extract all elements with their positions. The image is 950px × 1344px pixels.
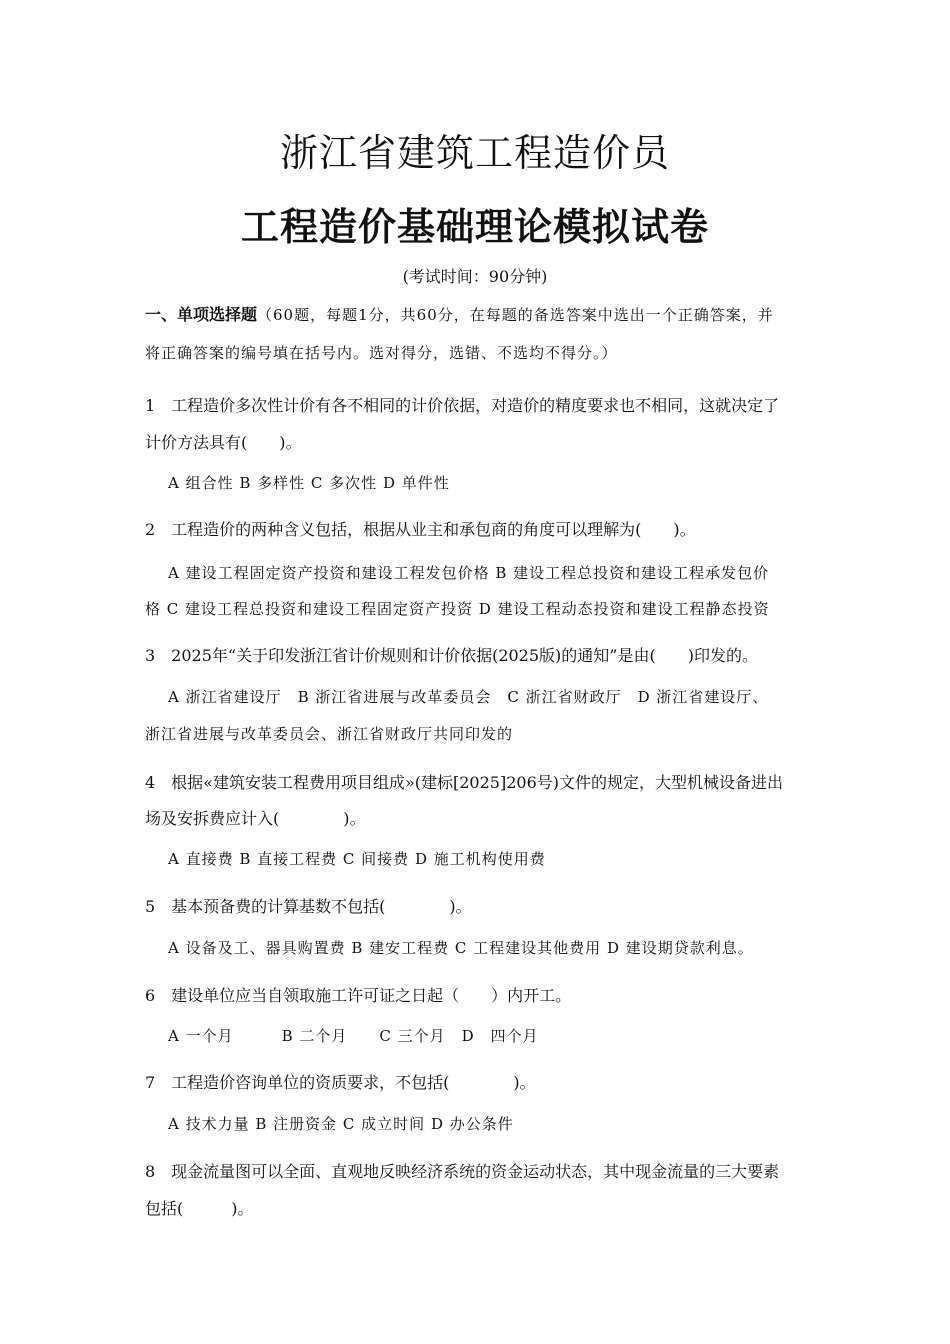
- question-2-options-cont: 格 C 建设工程总投资和建设工程固定资产投资 D 建设工程动态投资和建设工程静态投资: [145, 600, 770, 618]
- question-2-text: 2 工程造价的两种含义包括，根据从业主和承包商的角度可以理解为( )。: [145, 520, 696, 539]
- question-5-options: A 设备及工、器具购置费 B 建安工程费 C 工程建设其他费用 D 建设期贷款利息。: [168, 939, 754, 957]
- question-4-options: A 直接费 B 直接工程费 C 间接费 D 施工机构使用费: [168, 850, 546, 868]
- question-1-text: 1 工程造价多次性计价有各不相同的计价依据，对造价的精度要求也不相同，这就决定了: [145, 396, 780, 415]
- question-8-text-cont: 包括( )。: [145, 1199, 254, 1218]
- question-6-options: A 一个月 B 二个月 C 三个月 D 四个月: [168, 1027, 539, 1045]
- question-8-text: 8 现金流量图可以全面、直观地反映经济系统的资金运动状态，其中现金流量的三大要素: [145, 1162, 780, 1181]
- question-3-options-cont: 浙江省进展与改革委员会、浙江省财政厅共同印发的: [145, 725, 514, 743]
- question-1-options: A 组合性 B 多样性 C 多次性 D 单件性: [168, 474, 450, 492]
- section-instructions: [145, 302, 813, 325]
- question-5-text: 5 基本预备费的计算基数不包括( )。: [145, 897, 472, 916]
- exam-time: (考试时间：90分钟): [402, 267, 548, 286]
- question-3-text: 3 2025年“关于印发浙江省计价规则和计价依据(2025版)的通知”是由( )印发的。: [145, 646, 758, 665]
- section-heading: 一、单项选择题: [145, 305, 258, 324]
- section-instructions-line-2: 将正确答案的编号填在括号内。选对得分，选错、不选均不得分。）: [145, 344, 618, 362]
- question-3-options: A 浙江省建设厅 B 浙江省进展与改革委员会 C 浙江省财政厅 D 浙江省建设厅、: [168, 688, 769, 706]
- document-title: 浙江省建筑工程造价员: [279, 131, 670, 175]
- question-6-text: 6 建设单位应当自领取施工许可证之日起（ ）内开工。: [145, 986, 572, 1005]
- question-1-text-cont: 计价方法具有( )。: [145, 433, 302, 452]
- question-7-options: A 技术力量 B 注册资金 C 成立时间 D 办公条件: [168, 1115, 514, 1133]
- question-7-text: 7 工程造价咨询单位的资质要求，不包括( )。: [145, 1073, 536, 1092]
- question-2-options: A 建设工程固定资产投资和建设工程发包价格 B 建设工程总投资和建设工程承发包价: [168, 564, 770, 582]
- section-instructions-line-1: （60题，每题1分，共60分，在每题的备选答案中选出一个正确答案，并: [257, 306, 774, 324]
- question-4-text-cont: 场及安拆费应计入( )。: [145, 809, 366, 828]
- document-subtitle: 工程造价基础理论模拟试卷: [240, 205, 709, 249]
- question-4-text: 4 根据«建筑安装工程费用项目组成»(建标[2025]206号)文件的规定，大型机械设备进出: [145, 773, 783, 792]
